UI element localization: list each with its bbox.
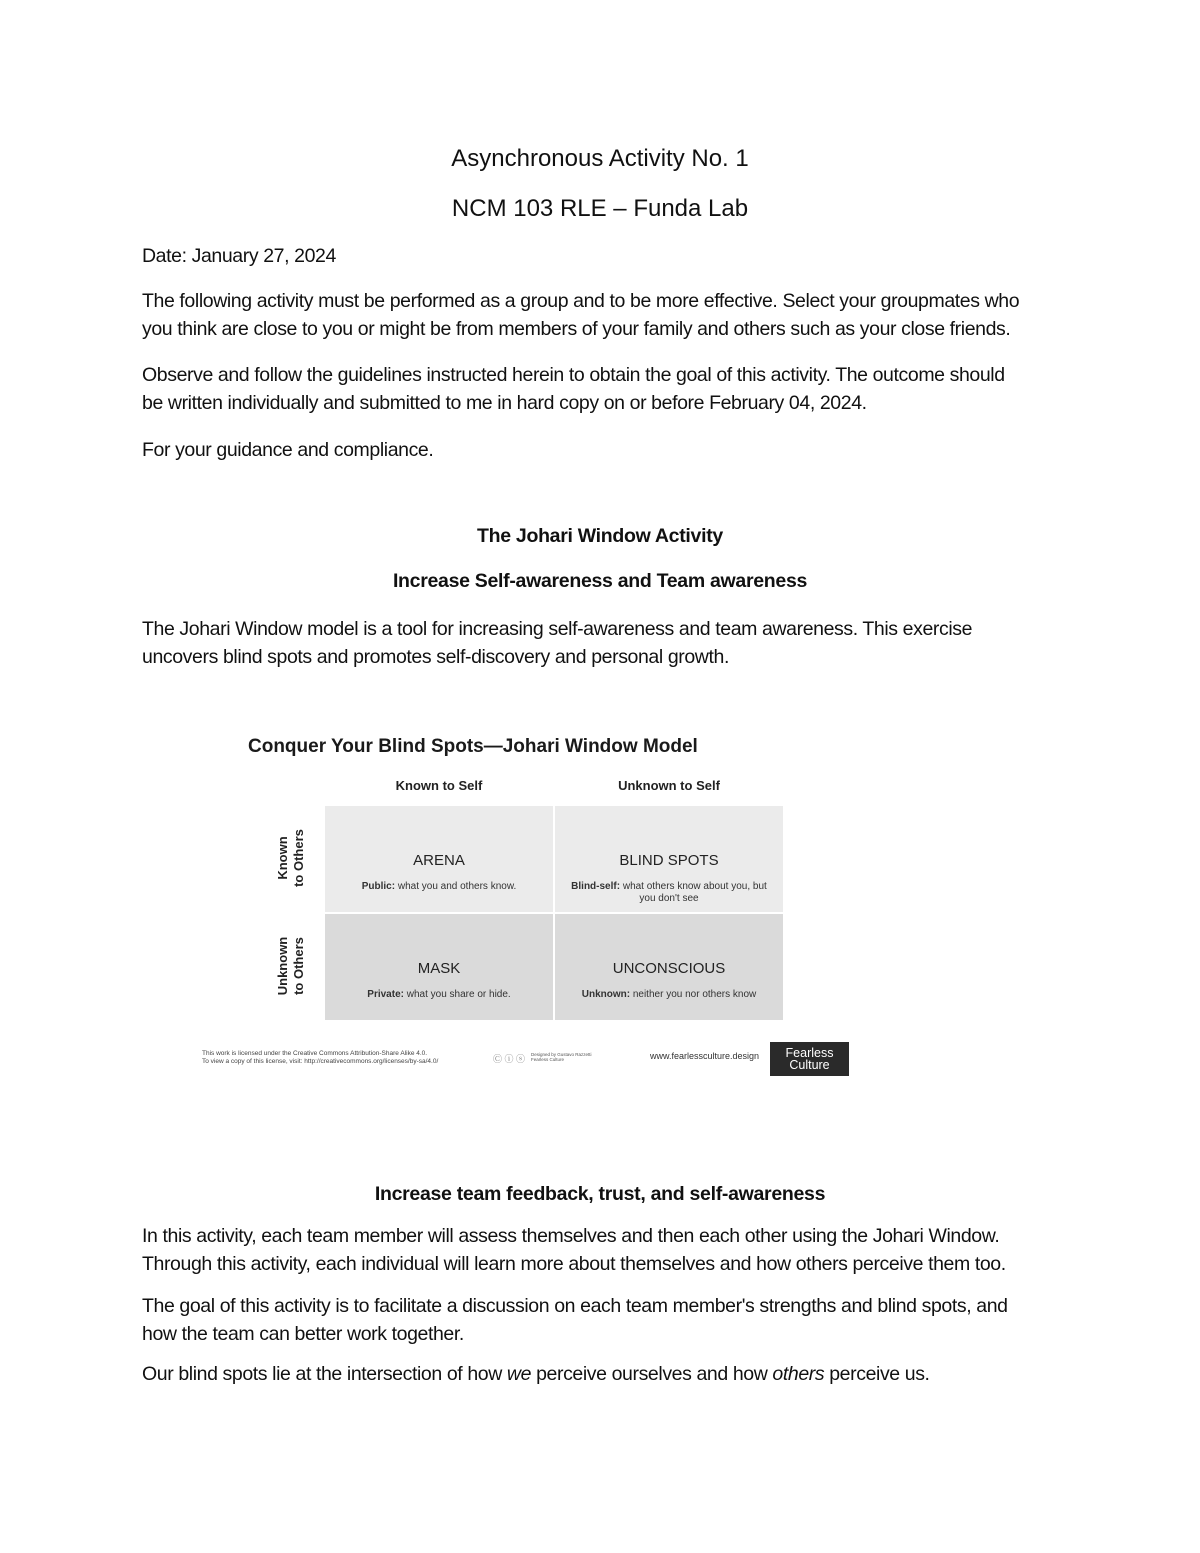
quadrant-unconscious — [555, 914, 783, 1020]
section-1-line-1: The Johari Window model is a tool for increasing self-awareness and team awareness. This exercise — [142, 618, 973, 640]
license-line-2: To view a copy of this license, visit: http://creativecommons.org/licenses/by-sa/4.0/ — [202, 1058, 439, 1065]
row-header-unknown-to-others — [275, 913, 307, 1019]
website-text: www.fearlessculture.design — [650, 1051, 760, 1061]
date-line: Date: January 27, 2024 — [142, 245, 336, 267]
quadrant-arena-name: ARENA — [413, 852, 465, 869]
row-header-known-line-2: to Others — [291, 829, 306, 887]
page-title: Asynchronous Activity No. 1 — [451, 145, 749, 172]
section-2-paragraph-3-part-1: Our blind spots lie at the intersection of how — [142, 1363, 507, 1385]
emphasis-we: we — [506, 1363, 532, 1385]
section-2-paragraph-1-line-2: Through this activity, each individual will learn more about themselves and how others perceive them too. — [142, 1253, 1006, 1275]
license-line-1: This work is licensed under the Creative Commons Attribution-Share Alike 4.0. — [202, 1050, 428, 1057]
intro-paragraph-2-line-2: be written individually and submitted to me in hard copy on or before February 04, 2024. — [142, 392, 867, 414]
row-header-unknown-line-2: to Others — [291, 937, 306, 995]
section-1-paragraph — [142, 615, 1072, 671]
section-2-paragraph-1-line-1: In this activity, each team member will assess themselves and then each other using the Johari Window. — [142, 1225, 1000, 1247]
intro-paragraph-1-line-2: you think are close to you or might be from members of your family and others such as your close friends. — [142, 318, 1011, 340]
row-header-unknown-line-1: Unknown — [275, 936, 290, 996]
quadrant-mask — [325, 914, 553, 1020]
page-subtitle: NCM 103 RLE – Funda Lab — [451, 195, 749, 222]
intro-paragraph-1-line-1: The following activity must be performed as a group and to be more effective. Select your groupmates who — [142, 290, 1020, 312]
quadrant-mask-description: Private: what you share or hide. — [367, 989, 511, 1000]
section-2-paragraph-1 — [142, 1222, 1072, 1278]
fearless-culture-logo — [770, 1042, 849, 1076]
column-header-known-to-self: Known to Self — [395, 778, 483, 793]
emphasis-others: others — [772, 1363, 825, 1385]
quadrant-arena-description: Public: what you and others know. — [361, 881, 517, 892]
figure-title: Conquer Your Blind Spots—Johari Window Model — [248, 736, 698, 757]
quadrant-blind-spots-description: Blind-self: what others know about you, but you don't see — [571, 881, 767, 904]
intro-paragraph-1 — [142, 287, 1072, 343]
designer-line-1: Designed by Gustavo Razzetti — [531, 1052, 592, 1057]
row-header-known-line-1: Known — [275, 836, 290, 880]
johari-window-figure — [195, 728, 855, 1084]
section-2-paragraph-2-line-1: The goal of this activity is to facilitate a discussion on each team member's strengths and blind spots, and — [142, 1295, 1008, 1317]
logo-line-2: Culture — [789, 1058, 830, 1072]
section-1-heading: The Johari Window Activity — [477, 525, 723, 547]
section-2-heading: Increase team feedback, trust, and self-awareness — [374, 1183, 826, 1205]
section-2-paragraph-2-line-2: how the team can better work together. — [142, 1323, 464, 1345]
section-1-subheading: Increase Self-awareness and Team awareness — [392, 570, 808, 592]
quadrant-blind-spots — [555, 806, 783, 912]
designer-credit — [531, 1052, 592, 1062]
intro-paragraph-2 — [142, 361, 1072, 417]
column-header-unknown-to-self: Unknown to Self — [618, 778, 720, 793]
section-2-paragraph-3-part-2: perceive ourselves and how — [531, 1363, 773, 1385]
section-1-line-2: uncovers blind spots and promotes self-discovery and personal growth. — [142, 646, 729, 668]
section-2-paragraph-3 — [142, 1360, 1072, 1388]
row-header-known-to-others — [275, 805, 307, 911]
creative-commons-icon: Ⓒ ⓘ ⓢ — [493, 1054, 526, 1064]
section-2-paragraph-3-part-3: perceive us. — [824, 1363, 930, 1385]
designer-line-2: Fearless Culture — [531, 1057, 565, 1062]
intro-paragraph-3: For your guidance and compliance. — [142, 439, 434, 461]
quadrant-blind-spots-name: BLIND SPOTS — [619, 852, 719, 869]
quadrant-unconscious-description: Unknown: neither you nor others know — [581, 989, 757, 1000]
license-note — [202, 1050, 438, 1066]
quadrant-mask-name: MASK — [417, 960, 461, 977]
intro-paragraph-2-line-1: Observe and follow the guidelines instructed herein to obtain the goal of this activity. The outcome should — [142, 364, 1005, 386]
quadrant-arena — [325, 806, 553, 912]
johari-grid — [325, 806, 783, 1020]
logo-line-1: Fearless — [785, 1046, 834, 1060]
quadrant-unconscious-name: UNCONSCIOUS — [612, 960, 726, 977]
section-2-paragraph-2 — [142, 1292, 1072, 1348]
